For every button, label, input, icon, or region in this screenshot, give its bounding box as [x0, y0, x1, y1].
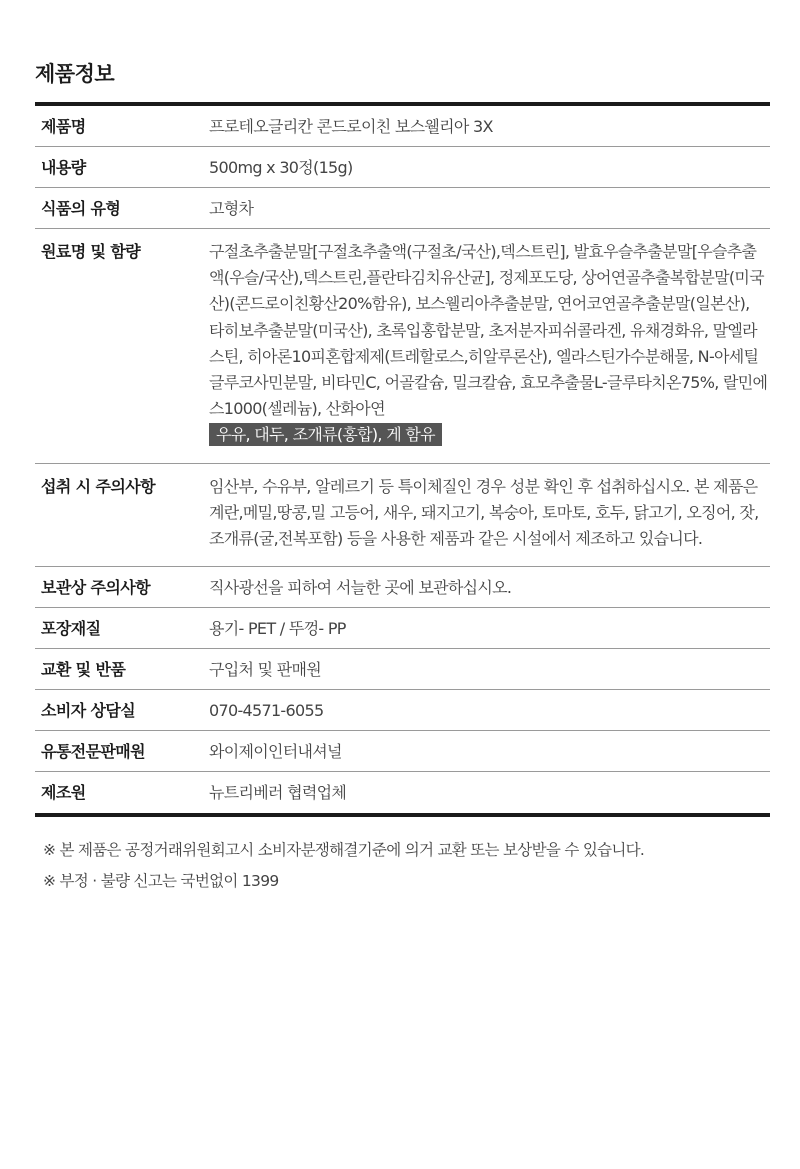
row-exchange — [35, 649, 770, 690]
row-label: 유통전문판매원 — [41, 741, 145, 761]
row-label: 제조원 — [41, 783, 86, 803]
row-volume — [35, 147, 770, 188]
row-value: 070-4571-6055 — [209, 700, 324, 720]
row-value: 500mg x 30정(15g) — [209, 157, 353, 177]
row-manufacturer — [35, 772, 770, 813]
row-value: 구입처 및 판매원 — [209, 659, 322, 679]
footnotes — [35, 835, 770, 897]
row-distributor — [35, 731, 770, 772]
product-info-table — [35, 102, 770, 817]
row-value: 용기- PET / 뚜껑- PP — [209, 618, 346, 638]
footnote: ※ 본 제품은 공정거래위원회고시 소비자분쟁해결기준에 의거 교환 또는 보상받을 수 있습니다. — [43, 841, 645, 860]
row-label: 내용량 — [41, 157, 86, 177]
row-label: 식품의 유형 — [41, 198, 121, 218]
row-value: 뉴트리베러 협력업체 — [209, 783, 347, 803]
row-value: 임산부, 수유부, 알레르기 등 특이체질인 경우 성분 확인 후 섭취하십시오. 본 제품은 계란,메밀,땅콩,밀 고등어, 새우, 돼지고기, 복숭아, 토마토, 호두, 닭고기, 오징어, 잣, 조개류(굴,전복포함) 등을 사용한 제품과 같은 시설에서 제조하고 있습니다. — [209, 476, 759, 549]
row-label: 포장재질 — [41, 618, 101, 638]
row-label: 원료명 및 함량 — [41, 242, 141, 261]
row-value — [209, 239, 770, 449]
row-food-type — [35, 188, 770, 229]
ingredients-text: 구절초추출분말[구절초추출액(구절초/국산),덱스트린], 발효우슬추출분말[우슬추출액(우슬/국산),덱스트린,플란타김치유산균], 정제포도당, 상어연골추출복합분말(미국산)(콘드로이친황산20%함유), 보스웰리아추출분말, 연어코연골추출분말(일본산), 타히보추출분말(미국산), 초록입홍합분말, 초저분자피쉬콜라겐, 유채경화유, 말엘라스틴, 히아론10피혼합제제(트레할로스,히알루론산), 엘라스틴가수분해물, N-아세틸글루코사민분말, 비타민C, 어골칼슘, 밀크칼슘, 효모추출물L-글루타치온75%, 랄민에스1000(셀레늄), 산화아연 — [209, 242, 768, 419]
row-storage — [35, 567, 770, 608]
footnote: ※ 부정 · 불량 신고는 국번없이 1399 — [43, 872, 279, 891]
row-value: 직사광선을 피하여 서늘한 곳에 보관하십시오. — [209, 577, 512, 597]
row-value: 프로테오글리칸 콘드로이친 보스웰리아 3X — [209, 116, 493, 136]
row-label: 보관상 주의사항 — [41, 577, 150, 597]
section-title: 제품정보 — [35, 62, 115, 86]
row-intake-caution — [35, 464, 770, 568]
row-label: 섭취 시 주의사항 — [41, 476, 155, 496]
product-info-page — [35, 0, 770, 897]
row-consumer-center — [35, 690, 770, 731]
row-label: 제품명 — [41, 116, 86, 136]
allergen-badge: 우유, 대두, 조개류(홍합), 게 함유 — [209, 423, 442, 446]
row-value: 고형차 — [209, 198, 254, 218]
row-value: 와이제이인터내셔널 — [209, 741, 342, 761]
row-label: 교환 및 반품 — [41, 659, 126, 679]
row-product-name — [35, 106, 770, 147]
row-packaging — [35, 608, 770, 649]
row-ingredients — [35, 229, 770, 464]
row-label: 소비자 상담실 — [41, 700, 136, 720]
